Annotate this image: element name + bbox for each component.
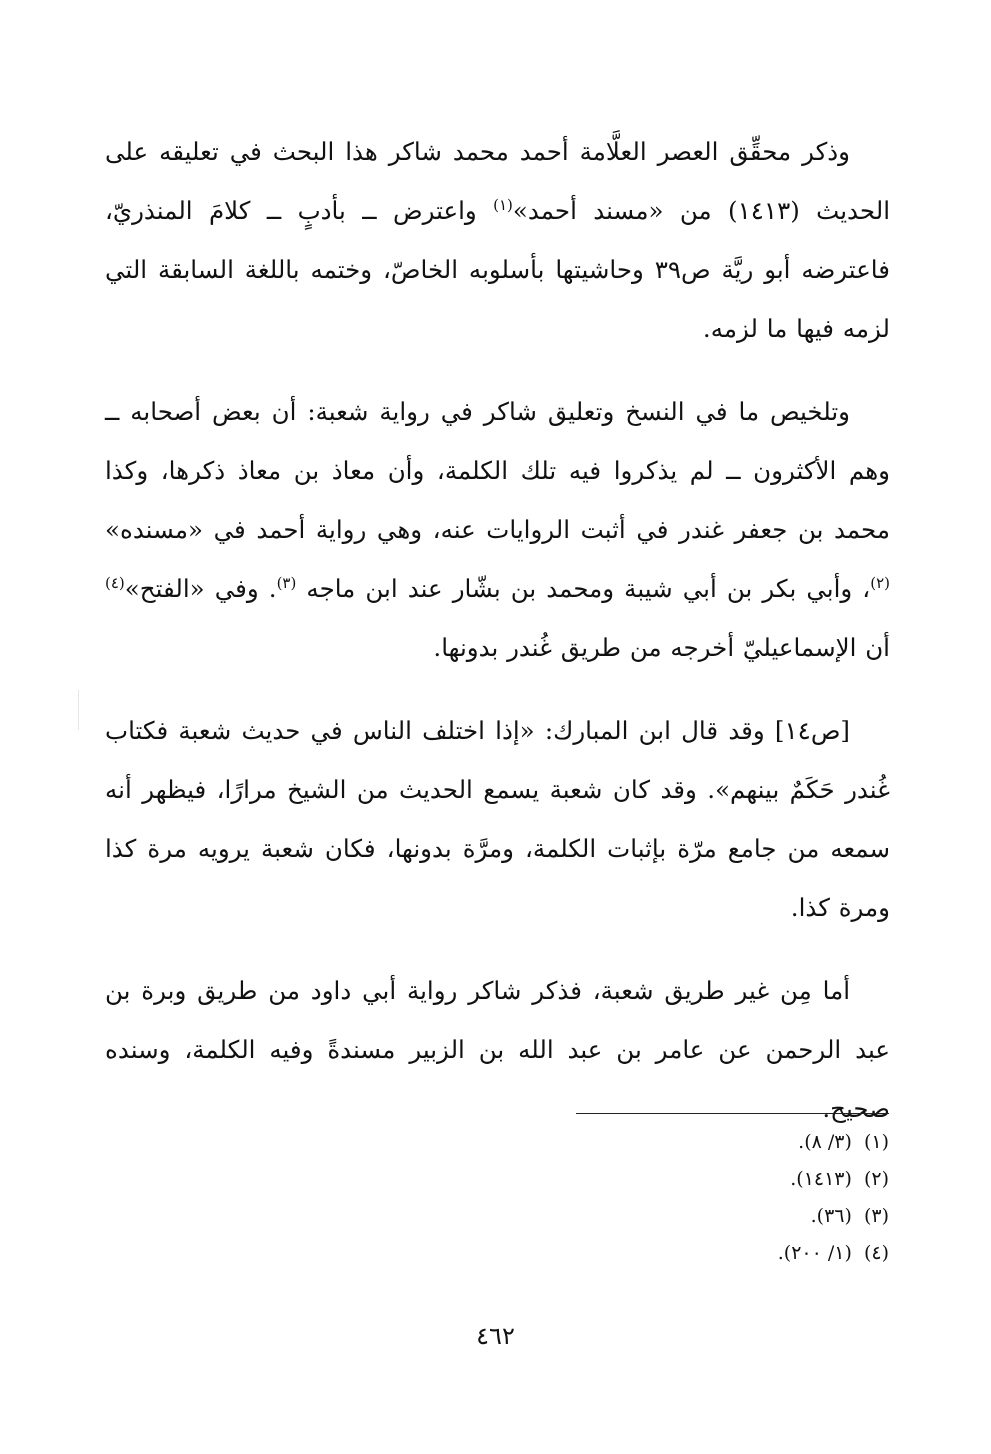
footnote-text: (١٤١٣).: [790, 1168, 852, 1190]
footnote-number: (٣): [863, 1205, 889, 1227]
paragraph: [105, 701, 890, 937]
paragraph: [105, 122, 890, 358]
paragraph-text: وذكر محقِّق العصر العلَّامة أحمد محمد شاكر هذا البحث في تعليقه على الحديث (١٤١٣) من «مسند أحمد»: [105, 137, 891, 225]
footnote-reference[interactable]: (١): [493, 195, 513, 214]
paragraph-text: أما مِن غير طريق شعبة، فذكر شاكر رواية أبي داود من طريق وبرة بن عبد الرحمن عن عامر بن عبد الله بن الزبير مسندةً وفيه الكلمة، وسنده صحيح.: [105, 976, 890, 1123]
footnote-separator: [576, 1113, 889, 1114]
footnote-number: (٤): [863, 1242, 889, 1264]
footnote-reference[interactable]: (٤): [105, 573, 125, 592]
paragraph-text: [ص١٤] وقد قال ابن المبارك: «إذا اختلف الناس في حديث شعبة فكتاب غُندر حَكَمٌ بينهم». وقد كان شعبة يسمع الحديث من الشيخ مرارًا، فيظهر أنه سمعه من جامع مرّة بإثبات الكلمة، ومرَّة بدونها، فكان شعبة يرويه مرة كذا ومرة كذا.: [105, 716, 890, 922]
paragraph-text: وتلخيص ما في النسخ وتعليق شاكر في رواية شعبة: أن بعض أصحابه ــ وهم الأكثرون ــ لم يذكروا فيه تلك الكلمة، وأن معاذ بن معاذ ذكرها، وكذا محمد بن جعفر غندر في أثبت الروايات عنه، وهي رواية أحمد في «مسنده»: [105, 397, 890, 544]
footnote-item: [560, 1124, 889, 1161]
main-text: [105, 122, 890, 1138]
footnote-reference[interactable]: (٢): [870, 573, 890, 592]
paragraph-text: ، وأبي بكر بن أبي شيبة ومحمد بن بشّار عند ابن ماجه: [296, 574, 871, 603]
paragraph-text: . وفي «الفتح»: [124, 574, 277, 603]
footnote-number: (١): [863, 1131, 889, 1153]
paragraph-text: واعترض ــ بأدبٍ ــ كلامَ المنذريّ، فاعترضه أبو ريَّة ص٣٩ وحاشيتها بأسلوبه الخاصّ، وختمه باللغة السابقة التي لزمه فيها ما لزمه.: [105, 196, 890, 343]
footnote-text: (٣/ ٨).: [798, 1131, 852, 1153]
footnote-text: (٣٦).: [810, 1205, 852, 1227]
page-number: ٤٦٢: [476, 1322, 515, 1350]
footnote-item: [560, 1161, 889, 1198]
scan-edge-mark: [78, 690, 79, 730]
paragraph: [105, 961, 890, 1138]
footnote-number: (٢): [863, 1168, 889, 1190]
paragraph: [105, 382, 890, 677]
footnote-item: [560, 1198, 889, 1235]
footnote-item: [560, 1235, 889, 1272]
footnote-text: (١/ ٢٠٠).: [777, 1242, 852, 1264]
footnotes-list: [560, 1124, 889, 1272]
paragraph-text: أن الإسماعيليّ أخرجه من طريق غُندر بدونها.: [433, 633, 890, 662]
footnote-reference[interactable]: (٣): [276, 573, 297, 592]
